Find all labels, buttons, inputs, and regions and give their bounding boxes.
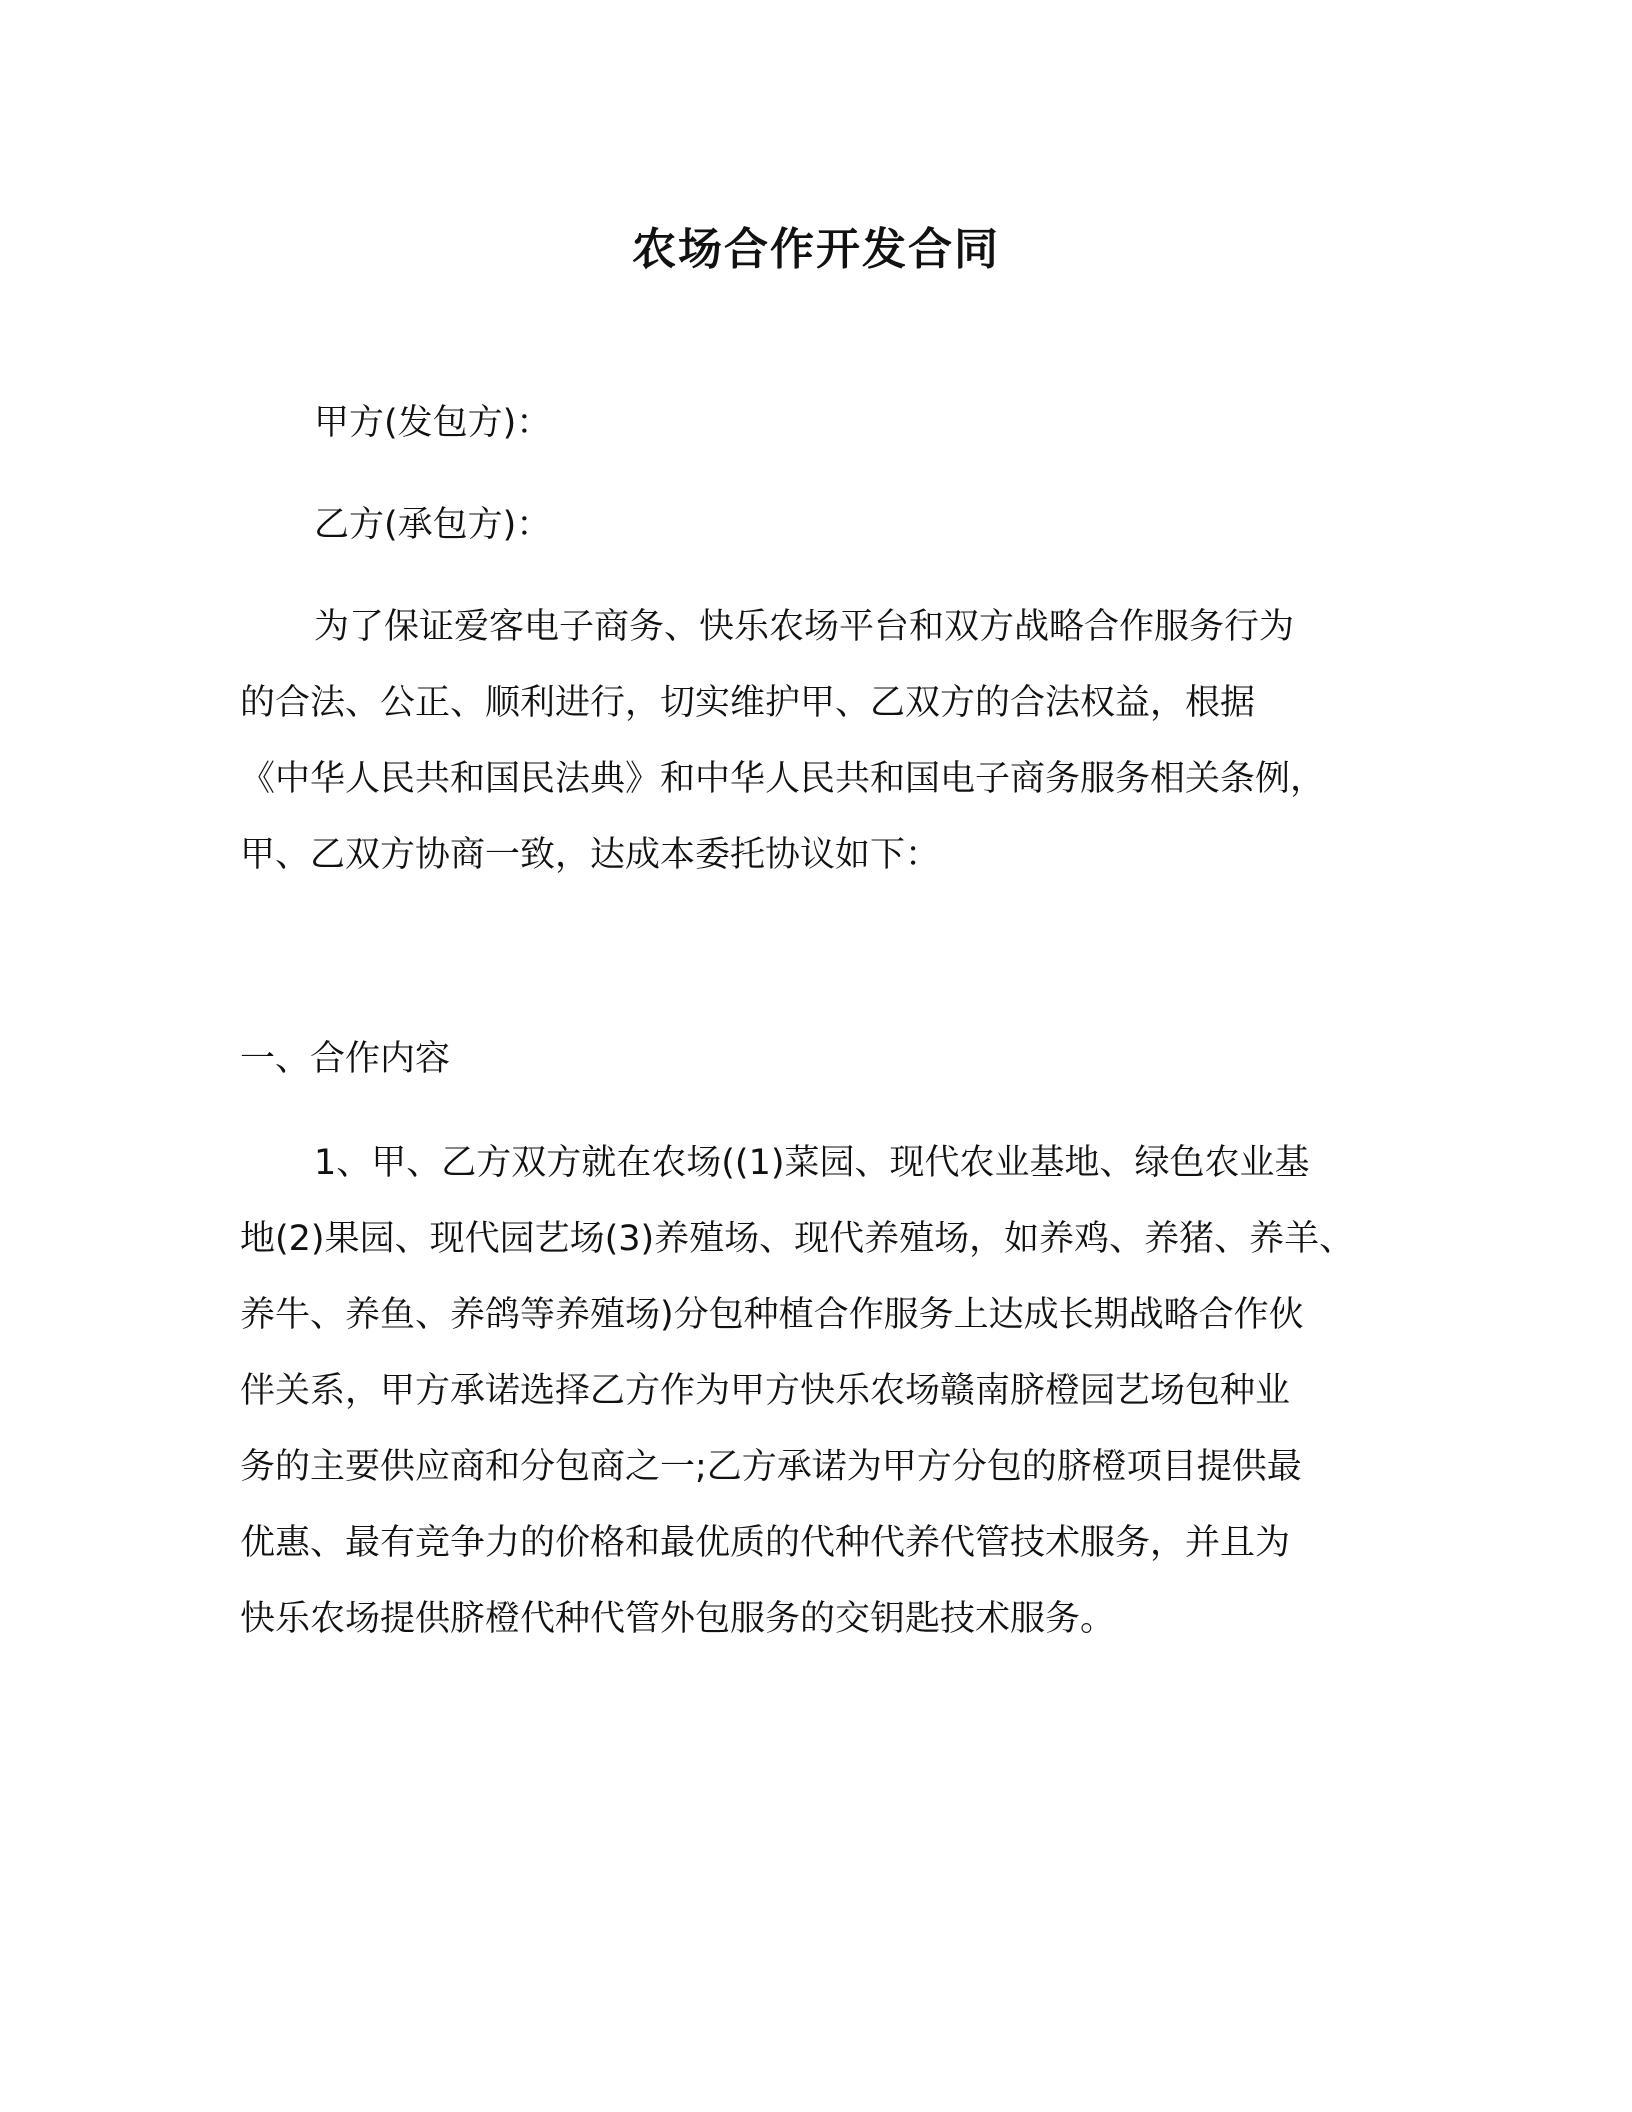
party-a-label: 甲方(发包方)：	[314, 403, 552, 443]
clause-1-line-5: 务的主要供应商和分包商之一;乙方承诺为甲方分包的脐橙项目提供最	[240, 1447, 1302, 1487]
clause-1-line-6: 优惠、最有竞争力的价格和最优质的代种代养代管技术服务，并且为	[240, 1523, 1291, 1563]
preamble-line-1: 为了保证爱客电子商务、快乐农场平台和双方战略合作服务行为	[314, 607, 1295, 647]
clause-1-line-7: 快乐农场提供脐橙代种代管外包服务的交钥匙技术服务。	[240, 1599, 1116, 1639]
preamble-line-3: 《中华人民共和国民法典》和中华人民共和国电子商务服务相关条例，	[240, 759, 1326, 799]
clause-1-line-1: 1、甲、乙方双方就在农场((1)菜园、现代农业基地、绿色农业基	[314, 1143, 1310, 1183]
party-b-label: 乙方(承包方)：	[314, 505, 552, 545]
clause-1-line-3: 养牛、养鱼、养鸽等养殖场)分包种植合作服务上达成长期战略合作伙	[240, 1295, 1304, 1335]
section-1-heading: 一、合作内容	[240, 1039, 451, 1079]
preamble-line-2: 的合法、公正、顺利进行，切实维护甲、乙双方的合法权益，根据	[240, 683, 1256, 723]
clause-1-line-2: 地(2)果园、现代园艺场(3)养殖场、现代养殖场，如养鸡、养猪、养羊、	[240, 1219, 1355, 1259]
preamble-line-4: 甲、乙双方协商一致，达成本委托协议如下：	[240, 835, 941, 875]
clause-1-line-4: 伴关系，甲方承诺选择乙方作为甲方快乐农场赣南脐橙园艺场包种业	[240, 1371, 1291, 1411]
document-title: 农场合作开发合同	[632, 224, 1000, 275]
